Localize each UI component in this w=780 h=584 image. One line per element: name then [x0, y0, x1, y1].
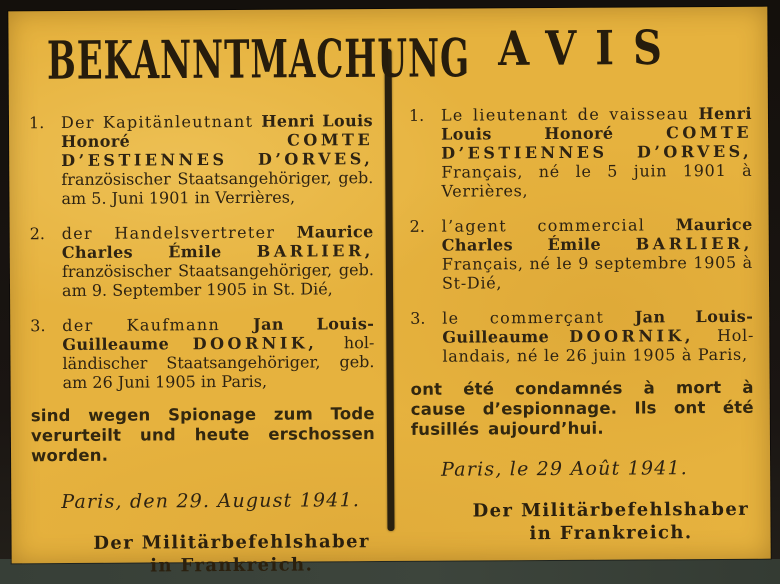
person-given-names: Henri Louis Honoré [441, 103, 753, 144]
notice-item-french-3 [410, 307, 753, 366]
person-surname: BARLIER, [256, 241, 374, 261]
person-surname: BARLIER, [635, 233, 753, 254]
person-given-names: Maurice Charles Émile [61, 222, 374, 263]
signature-line-2: in Frankreich. [529, 522, 693, 545]
french-date-line: Paris, le 29 Août 1941. [441, 457, 689, 481]
item-details: Français, né le 5 juin 1901 à Verrières, [441, 160, 753, 201]
signature-line-1: Der Militärbefehlshaber [472, 498, 750, 522]
item-number: 1. [28, 113, 45, 133]
item-details: Français, né le 9 septembre 1905 à St-Dié, [441, 252, 753, 293]
item-number: 2. [29, 224, 46, 244]
item-details: holländischer Staatsangehöriger, geb. am 26 Juni 1905 in Paris, [62, 333, 375, 392]
notice-item-german-1 [29, 111, 374, 208]
notice-item-french-2 [410, 215, 753, 293]
item-lead-text: le commerçant [442, 307, 635, 328]
item-lead-text: der Kaufmann [62, 314, 254, 335]
signature-line-1: Der Militärbefehlshaber [93, 531, 370, 554]
german-signature [32, 530, 376, 578]
item-lead-text: Der Kapitänleutnant [60, 111, 262, 133]
german-date-line: Paris, den 29. August 1941. [61, 489, 361, 514]
person-given-names: Henri Louis Honoré [61, 111, 374, 152]
person-surname: DOORNIK, [192, 333, 344, 354]
signature-line-2: in Frankreich. [150, 554, 314, 577]
person-given-names: Jan Louis-Guilleaume [442, 306, 754, 347]
item-details: französischer Staatsangehöriger, geb. am 9. September 1905 in St. Dié, [61, 260, 374, 301]
notice-item-french-1 [409, 104, 753, 201]
item-number: 1. [408, 105, 425, 125]
notice-item-german-2 [30, 222, 374, 300]
item-number: 3. [30, 316, 46, 336]
french-verdict-paragraph: ont été condamnés à mort à cause d’espionnage. Ils ont été fusillés aujourd’hui. [410, 377, 754, 439]
german-column [8, 9, 471, 577]
execution-notice-poster [8, 7, 770, 577]
item-number: 3. [410, 308, 426, 328]
french-column [391, 7, 770, 561]
item-number: 2. [409, 216, 425, 236]
item-lead-text: l’agent commercial [441, 215, 676, 236]
person-surname: DOORNIK, [569, 325, 718, 346]
german-title-wrap [28, 26, 471, 92]
person-given-names: Jan Louis-Guilleaume [62, 314, 375, 354]
person-surname: COMTE D’ESTIENNES D’ORVES, [61, 130, 374, 171]
person-given-names: Maurice Charles Émile [441, 214, 753, 255]
item-details: Hollandais, né le 26 juin 1905 à Paris, [442, 325, 754, 366]
person-surname: COMTE D’ESTIENNES D’ORVES, [441, 122, 753, 163]
item-lead-text: Le lieutenant de vaisseau [440, 104, 699, 125]
french-signature [411, 498, 754, 546]
notice-item-german-3 [30, 314, 374, 392]
german-title: BEKANNTMACHUNG [46, 26, 471, 92]
french-title: AVIS [498, 20, 682, 77]
item-details: französischer Staatsangehöriger, geb. am 5. Juni 1901 in Verrières, [61, 168, 374, 209]
item-lead-text: der Handelsvertreter [61, 222, 297, 244]
german-verdict-paragraph: sind wegen Spionage zum Tode verurteilt und heute erschossen worden. [30, 404, 375, 466]
